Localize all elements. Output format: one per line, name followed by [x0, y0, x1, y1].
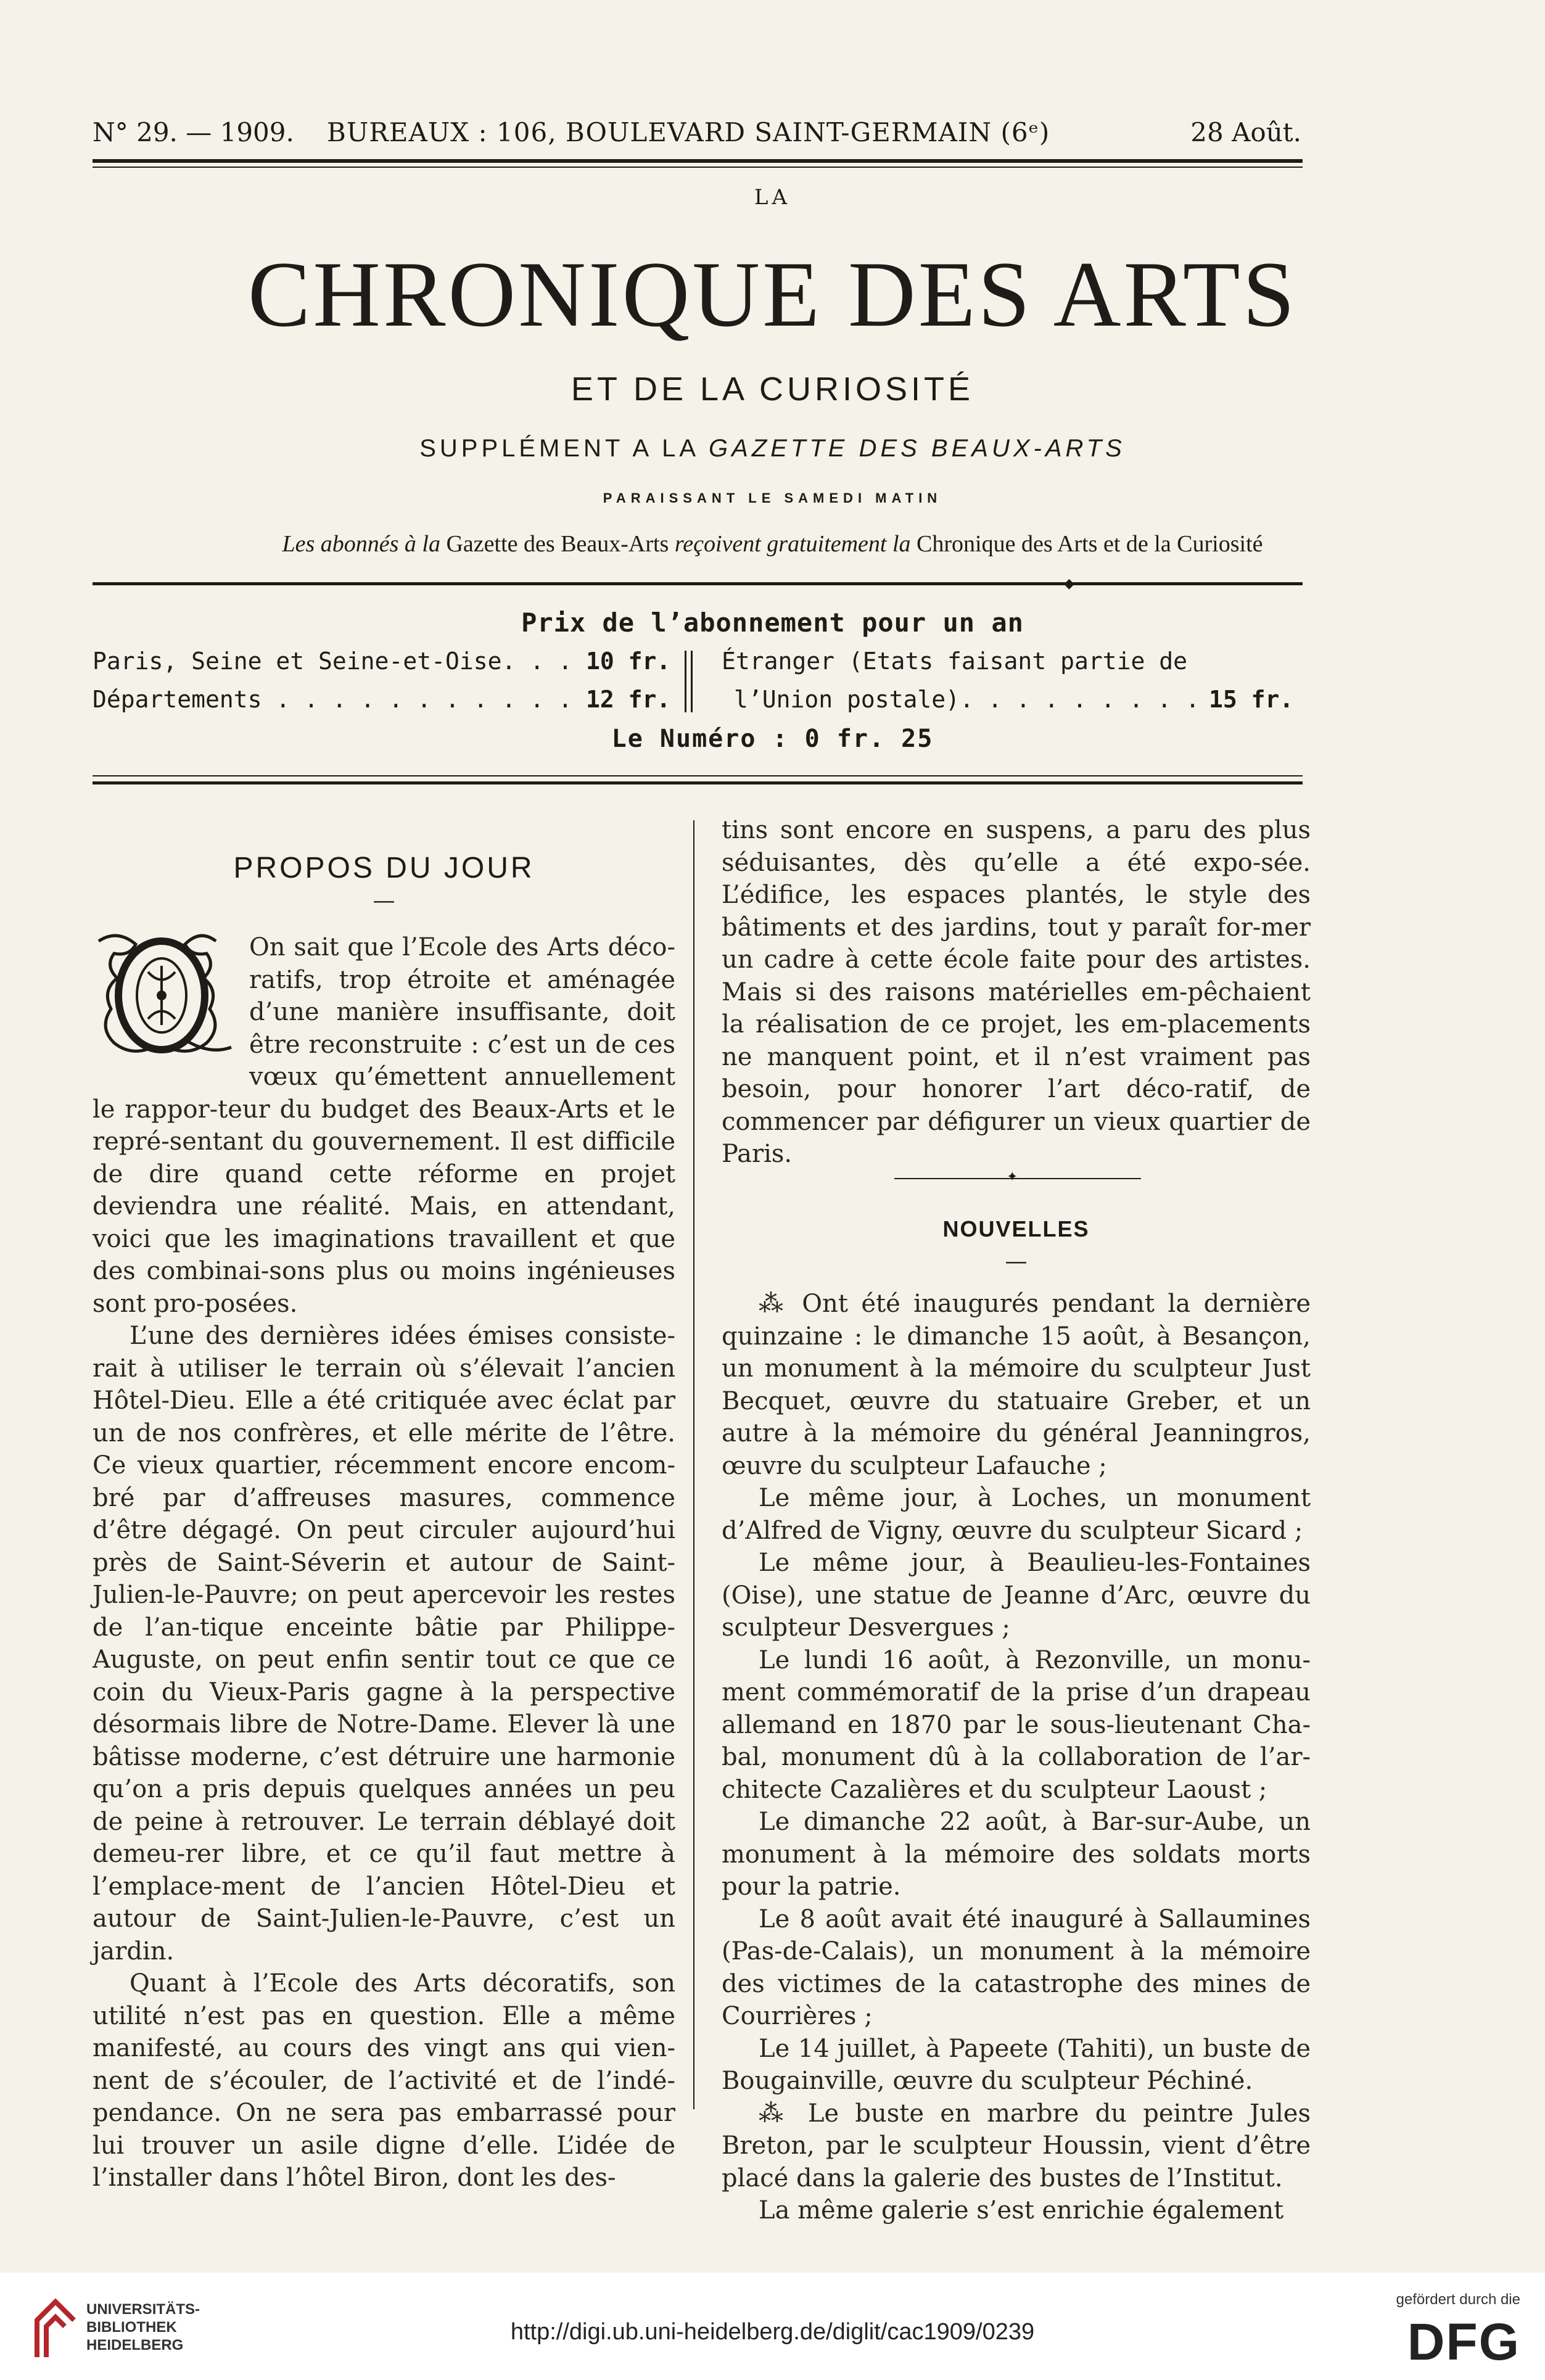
library-name-line-2: BIBLIOTHEK — [86, 2319, 177, 2336]
journal-title: CHRONIQUE DES ARTS — [247, 242, 1298, 346]
nouvelles-item: Le même jour, à Beaulieu-les-Fontaines (Oise), une statue de Jeanne d’Arc, œuvre du sculpteur Desvergues ; — [722, 1549, 1311, 1642]
nouvelles-title-dash: — — [1005, 1249, 1028, 1274]
etranger-price: 15 fr. — [1209, 686, 1294, 713]
nouvelles-item: Le dimanche 22 août, à Bar-sur-Aube, un monument à la mémoire des soldats morts pour la patrie. — [722, 1808, 1311, 1901]
ornamental-initial-o — [93, 929, 234, 1061]
subscriber-note — [0, 530, 1545, 558]
nouvelles-item: Le 14 juillet, à Papeete (Tahiti), un buste de Bougainville, œuvre du sculpteur Péchiné. — [722, 2034, 1311, 2095]
journal-subtitle: ET DE LA CURIOSITÉ — [571, 371, 974, 408]
rule-ornament: ◆ — [1064, 576, 1074, 591]
propos-title: PROPOS DU JOUR — [233, 852, 535, 884]
digitization-footer — [0, 2273, 1545, 2380]
separator-ornament: ✦ — [1007, 1169, 1018, 1185]
publication-schedule: PARAISSANT LE SAMEDI MATIN — [603, 490, 942, 506]
propos-paragraph-1: On sait que l’Ecole des Arts déco-ratifs, trop étroite et aménagée d’une manière insuffisante, doit être reconstruite : c’est un de ces vœux qu’émettent annuellement le rappor-teur du budget des Beaux-Arts et le repré-sentant du gouvernement. Il est difficile de dire quand cette réforme en projet deviendra une réalité. Mais, en attendant, voici que les imaginations travaillent et que des combinai-sons plus ou moins ingénieuses sont pro-posées. — [93, 933, 675, 1318]
header-rule-thick — [93, 159, 1303, 163]
departements-label: Départements . . . . . . . . . . . — [93, 686, 572, 713]
propos-column — [93, 931, 675, 2194]
supplement-gazette: GAZETTE DES BEAUX-ARTS — [708, 435, 1126, 462]
etranger-line-1: Étranger (Etats faisant partie de — [722, 648, 1187, 675]
nouvelles-item: Le même jour, à Loches, un monument d’Alfred de Vigny, œuvre du sculpteur Sicard ; — [722, 1484, 1311, 1545]
paris-label: Paris, Seine et Seine-et-Oise. . . . — [93, 648, 601, 675]
dfg-funding-label: gefördert durch die — [1396, 2291, 1520, 2308]
supplement-line — [0, 435, 1545, 463]
issue-number: N° 29. — 1909. — [93, 117, 294, 147]
subscriber-note-part4: Chronique des Arts et de la Curiosité — [910, 531, 1263, 557]
single-issue-price: Le Numéro : 0 fr. 25 — [611, 725, 934, 753]
paris-price: 10 fr. — [586, 648, 671, 675]
nouvelles-item: ⁂ Ont été inaugurés pendant la dernière quinzaine : le dimanche 15 août, à Besançon, un monument à la mémoire du sculpteur Just Becquet, œuvre du statuaire Greber, et un autre à la mémoire du général Jeanningros, œuvre du sculpteur Lafauche ; — [722, 1290, 1311, 1480]
propos-continuation: tins sont encore en suspens, a paru des plus séduisantes, dès qu’elle a été expo-sée. L’édifice, les espaces plantés, le style des bâtiments et des jardins, tout y paraît for-mer un cadre à cette école faite pour des artistes. Mais si des raisons matérielles em-pêchaient la réalisation de ce projet, les em-placements ne manquent point, et il n’est vraiment pas besoin, pour honorer l’art déco-ratif, de commencer par défigurer un vieux quartier de Paris. — [722, 816, 1311, 1168]
nouvelles-title: NOUVELLES — [942, 1216, 1090, 1241]
supplement-prefix: SUPPLÉMENT A LA — [419, 435, 709, 462]
nouvelles-item: Le 8 août avait été inauguré à Sallaumines (Pas-de-Calais), un monument à la mémoire des victimes de la catastrophe des mines de Courrières ; — [722, 1904, 1311, 2030]
column-divider — [693, 820, 694, 2109]
masthead-rule — [93, 582, 1303, 585]
title-article: LA — [754, 185, 791, 210]
etranger-line-2: l’Union postale). . . . . . . . . — [734, 686, 1200, 713]
library-name-line-3: HEIDELBERG — [86, 2337, 184, 2353]
bureaux-address: BUREAUX : 106, BOULEVARD SAINT-GERMAIN (6ᵉ) — [327, 117, 1050, 147]
propos-paragraph-2: L’une des dernières idées émises consiste-rait à utiliser le terrain où s’élevait l’ancien Hôtel-Dieu. Elle a été critiquée avec éclat par un de nos confrères, et elle mérite de l’être. Ce vieux quartier, récemment encore encom-bré par d’affreuses masures, commence d’être dégagé. On peut circuler aujourd’hui près de Saint-Séverin et autour de Saint-Julien-le-Pauvre; on peut apercevoir les restes de l’an-tique enceinte bâtie par Philippe-Auguste, on peut enfin sentir tout ce que ce coin du Vieux-Paris gagne à la perspective désormais libre de Notre-Dame. Elever là une bâtisse moderne, c’est détruire une harmonie qu’on a pris depuis quelques années un peu de peine à retrouver. Le terrain déblayé doit demeu-rer libre, et ce qu’il faut mettre à l’emplace-ment de l’ancien Hôtel-Dieu et autour de Saint-Julien-le-Pauvre, c’est un jardin. — [93, 1322, 675, 1966]
subscription-divider-right — [691, 651, 693, 712]
subscription-divider-left — [685, 651, 686, 712]
header-rule-thin — [93, 167, 1303, 168]
nouvelles-item: ⁂ Le buste en marbre du peintre Jules Breton, par le sculpteur Houssin, vient d’être placé dans la galerie des bustes de l’Institut. — [722, 2099, 1311, 2193]
nouvelles-column — [722, 1288, 1311, 2227]
library-name-line-1: UNIVERSITÄTS- — [86, 2301, 200, 2318]
issue-header — [93, 117, 1301, 160]
propos-paragraph-3: Quant à l’Ecole des Arts décoratifs, son utilité n’est pas en question. Elle a même manifesté, au cours des vingt ans qui vien-nent de s’écouler, de l’activité et de l’indé-pendance. On ne sera pas embarrassé pour lui trouver un asile digne d’elle. L’idée de l’installer dans l’hôtel Biron, dont les des- — [93, 1969, 675, 2192]
source-url[interactable]: http://digi.ub.uni-heidelberg.de/diglit/cac1909/0239 — [510, 2319, 1035, 2345]
nouvelles-item: La même galerie s’est enrichie également — [759, 2196, 1284, 2225]
dfg-logo: DFG — [1407, 2313, 1520, 2371]
propos-title-dash: — — [373, 888, 395, 913]
subscriber-note-part3: reçoivent gratuitement la — [674, 531, 911, 557]
subscriber-note-part2: Gazette des Beaux-Arts — [440, 531, 675, 557]
issue-date: 28 Août. — [1190, 117, 1301, 147]
right-column — [722, 814, 1311, 1171]
nouvelles-item: Le lundi 16 août, à Rezonville, un monu-ment commémoratif de la prise d’un drapeau allemand en 1870 par le sous-lieutenant Cha-bal, monument dû à la collaboration de l’ar-chitecte Cazalières et du sculpteur Laoust ; — [722, 1645, 1311, 1804]
subscriber-note-part1: Les abonnés à la — [282, 531, 440, 557]
subscription-rule-bottom — [93, 781, 1303, 784]
subscription-rule-top — [93, 775, 1303, 776]
departements-price: 12 fr. — [586, 686, 671, 713]
subscription-title: Prix de l’abonnement pour un an — [521, 607, 1024, 638]
